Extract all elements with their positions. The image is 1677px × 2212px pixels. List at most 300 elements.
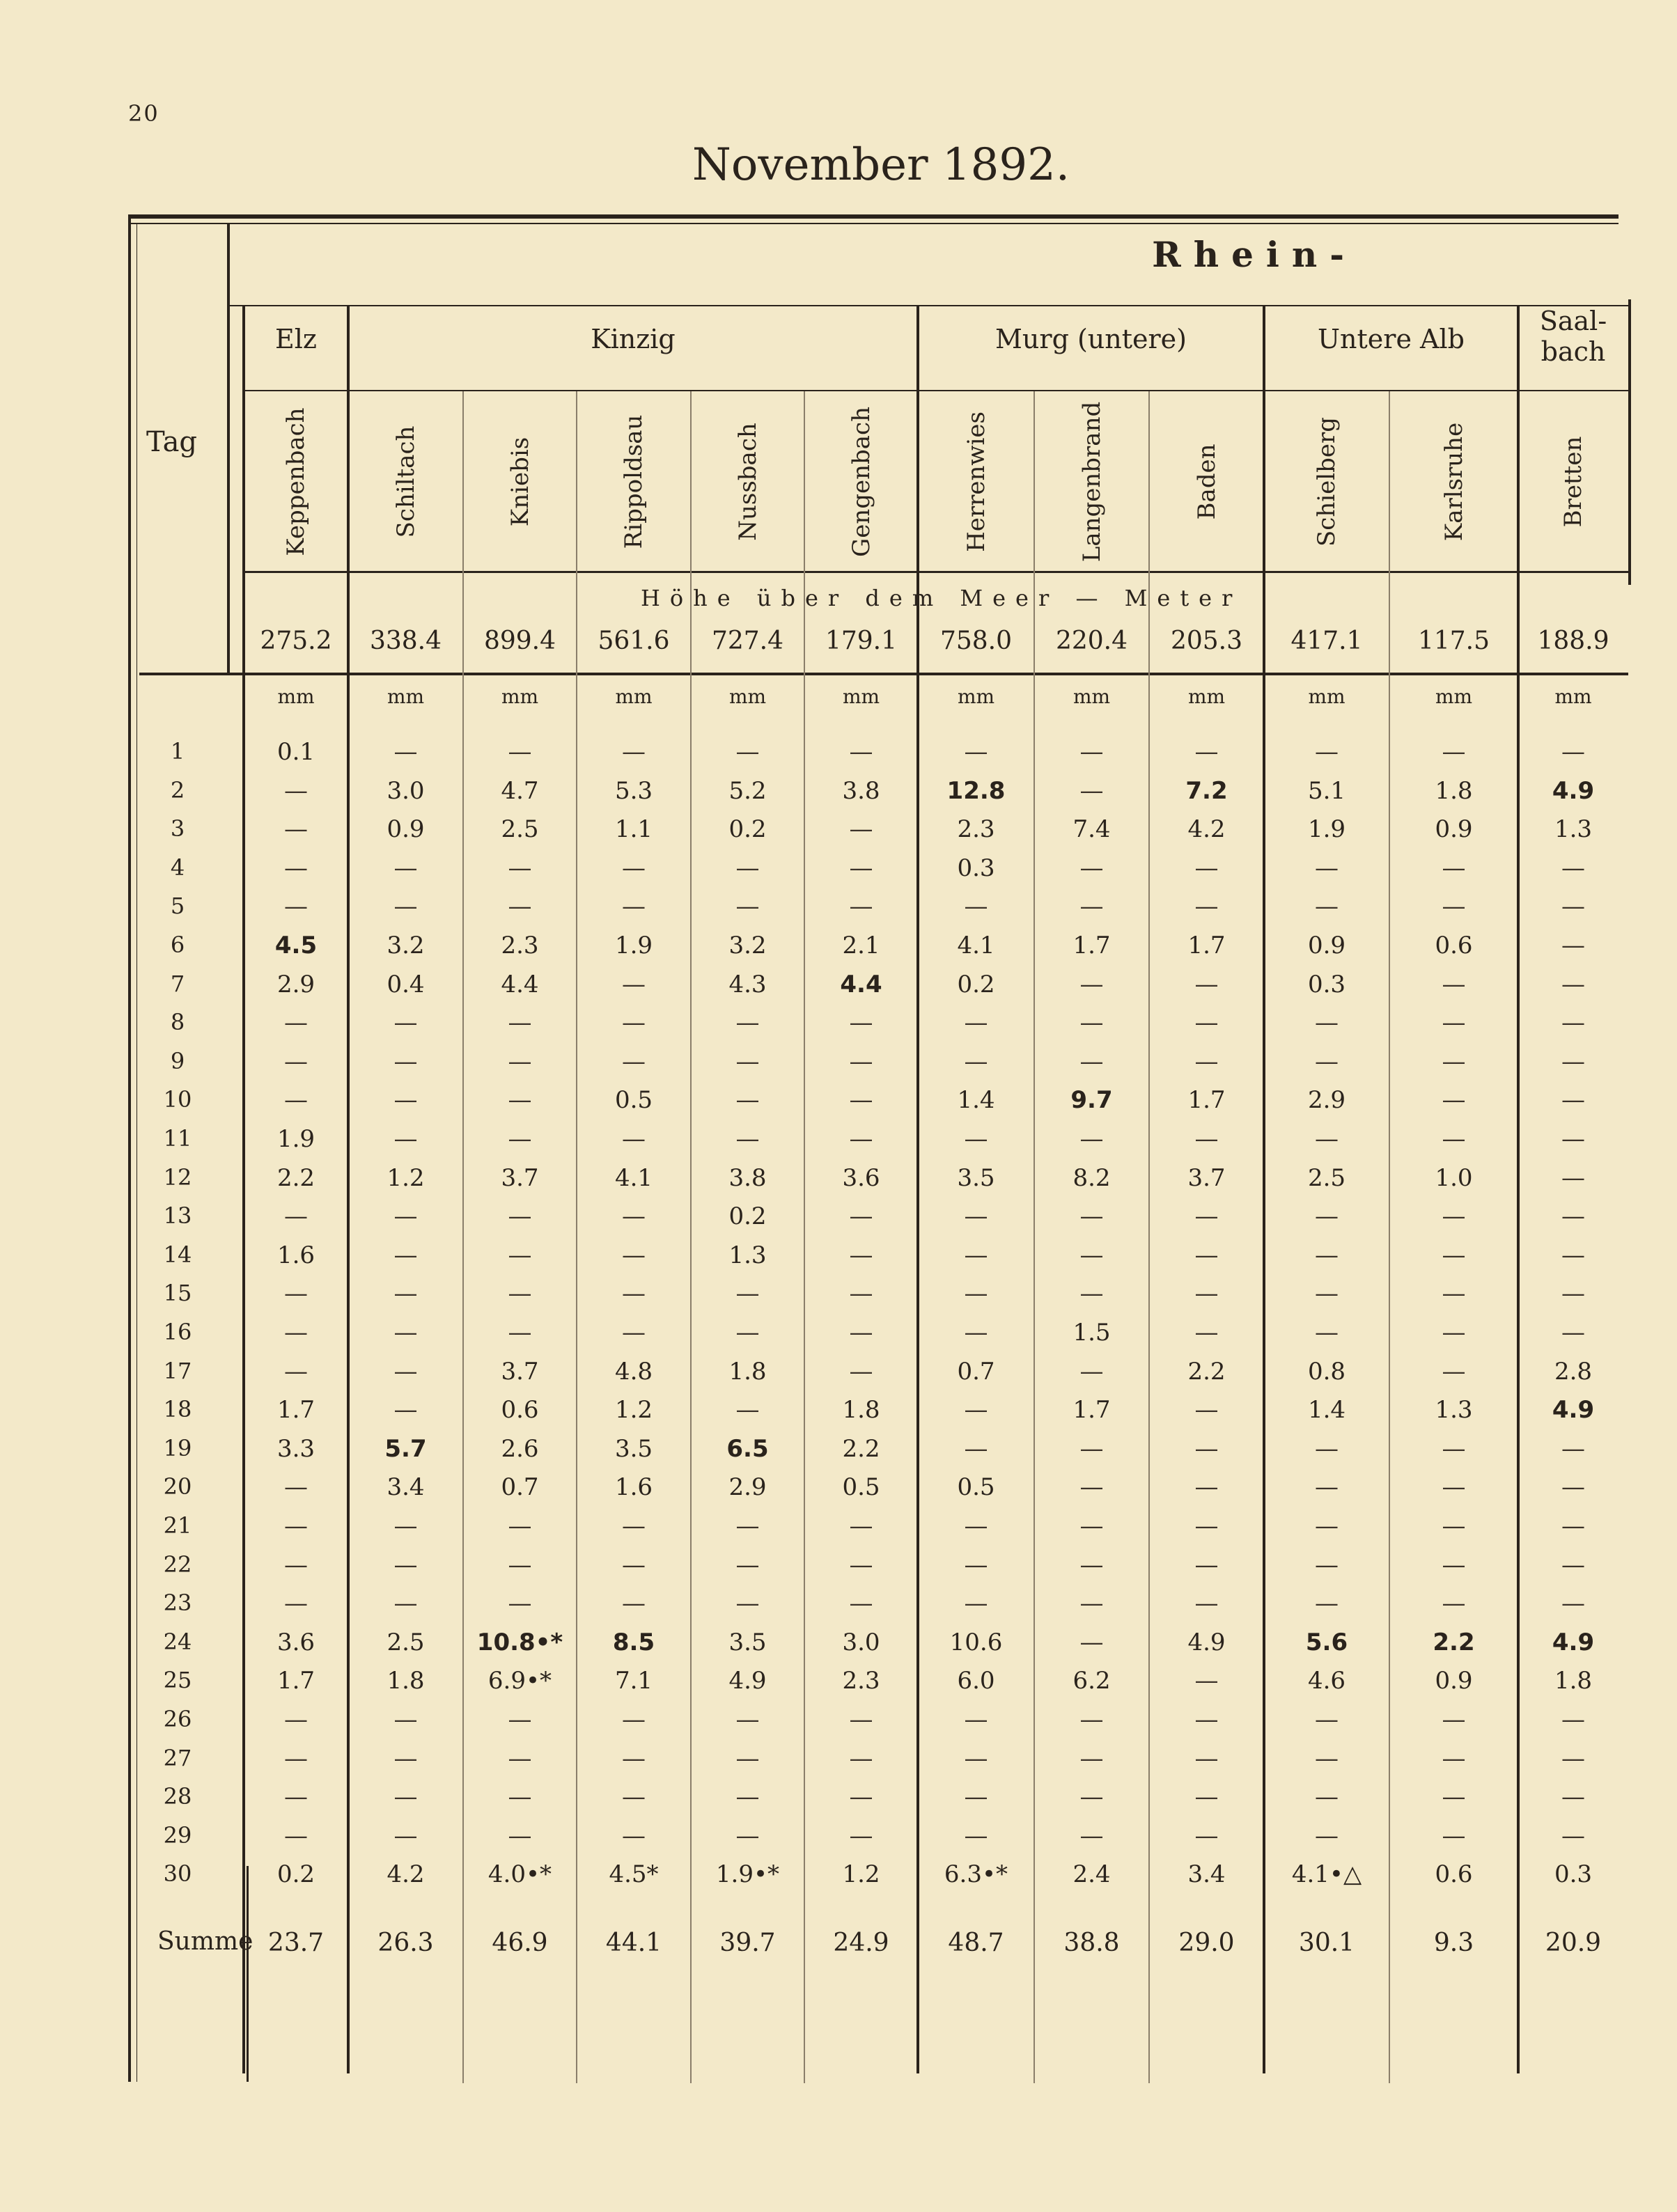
station-label: Rippoldsau	[620, 414, 648, 549]
data-cell: —	[735, 738, 760, 766]
data-cell: 1.5	[1072, 1319, 1111, 1347]
data-cell: —	[1561, 1706, 1585, 1734]
data-cell: —	[1561, 1125, 1585, 1153]
data-cell: 3.7	[501, 1163, 539, 1192]
data-cell: —	[622, 1009, 646, 1037]
river-header-3: Untere Alb	[1318, 324, 1465, 354]
data-cell: —	[1194, 893, 1219, 921]
data-cell: —	[508, 1512, 532, 1540]
day-number: 17	[163, 1357, 192, 1384]
station-bottom-rule	[244, 571, 1628, 573]
data-cell: —	[1442, 1783, 1466, 1812]
data-cell: —	[1079, 893, 1104, 921]
station-elevation: 338.4	[369, 627, 442, 655]
data-cell: —	[1561, 1163, 1585, 1192]
data-cell: —	[1561, 1512, 1585, 1540]
data-cell: —	[735, 1512, 760, 1540]
day-number: 30	[163, 1860, 192, 1888]
data-cell: —	[508, 1551, 532, 1579]
data-cell: —	[284, 1512, 308, 1540]
station-elevation: 758.0	[939, 627, 1013, 655]
river-header-0: Elz	[275, 324, 317, 354]
data-cell: —	[1315, 1241, 1339, 1269]
data-cell: 0.3	[1554, 1860, 1593, 1889]
unit-label: mm	[615, 685, 653, 708]
day-number: 11	[163, 1125, 192, 1152]
data-cell: —	[622, 1125, 646, 1153]
data-cell: —	[849, 1280, 873, 1308]
data-cell: —	[393, 1396, 418, 1425]
monthly-sum: 39.7	[719, 1929, 776, 1957]
data-cell: 1.7	[276, 1667, 315, 1695]
day-number: 14	[163, 1241, 192, 1268]
day-number: 23	[163, 1590, 192, 1617]
river-header-2: Murg (untere)	[995, 324, 1187, 354]
data-cell: 3.5	[728, 1628, 767, 1656]
data-cell: 3.7	[1187, 1163, 1226, 1192]
station-label: Baden	[1192, 444, 1221, 520]
data-cell: 4.9	[1552, 776, 1595, 805]
data-cell: 0.5	[842, 1473, 880, 1502]
data-cell: —	[1194, 854, 1219, 882]
data-cell: —	[508, 1744, 532, 1773]
day-number: 5	[170, 893, 185, 920]
data-cell: —	[1194, 1241, 1219, 1269]
station-name-keppenbach	[275, 391, 317, 572]
data-cell: —	[1561, 1280, 1585, 1308]
data-cell: —	[1194, 1512, 1219, 1540]
data-cell: —	[1561, 1086, 1585, 1115]
data-cell: —	[284, 1821, 308, 1850]
data-cell: 4.2	[1187, 815, 1226, 844]
data-cell: —	[1194, 1434, 1219, 1463]
data-cell: —	[508, 1202, 532, 1231]
data-cell: —	[393, 1202, 418, 1231]
data-cell: 0.2	[276, 1860, 315, 1889]
data-cell: —	[1561, 854, 1585, 882]
data-cell: —	[508, 1280, 532, 1308]
unit-label: mm	[957, 685, 995, 708]
data-cell: —	[1561, 893, 1585, 921]
data-cell: —	[1079, 1241, 1104, 1269]
elevation-caption: Höhe über dem Meer — Meter	[641, 585, 1242, 611]
day-number: 25	[163, 1667, 192, 1694]
data-cell: 2.8	[1554, 1357, 1593, 1386]
data-cell: —	[964, 1047, 988, 1076]
data-cell: —	[1561, 1047, 1585, 1076]
data-cell: —	[849, 1009, 873, 1037]
data-cell: —	[1079, 1009, 1104, 1037]
data-cell: —	[393, 738, 418, 766]
data-cell: —	[1315, 1125, 1339, 1153]
unit-label: mm	[277, 685, 315, 708]
monthly-sum: 48.7	[948, 1929, 1004, 1957]
unit-label: mm	[1554, 685, 1592, 708]
data-cell: 1.7	[276, 1396, 315, 1425]
data-cell: —	[622, 1706, 646, 1734]
station-elevation: 417.1	[1290, 627, 1363, 655]
data-cell: —	[849, 1512, 873, 1540]
day-number: 13	[163, 1202, 192, 1230]
data-cell: —	[964, 1202, 988, 1231]
data-cell: —	[284, 1009, 308, 1037]
data-cell: —	[1079, 1280, 1104, 1308]
data-cell: —	[735, 1086, 760, 1115]
data-cell: 6.2	[1072, 1667, 1111, 1695]
data-cell: 10.6	[949, 1628, 1003, 1656]
unit-label: mm	[842, 685, 880, 708]
unit-label: mm	[728, 685, 767, 708]
data-cell: —	[284, 893, 308, 921]
day-number: 26	[163, 1706, 192, 1732]
data-cell: —	[849, 1821, 873, 1850]
data-cell: —	[1079, 1125, 1104, 1153]
data-cell: —	[1442, 1706, 1466, 1734]
data-cell: —	[735, 1821, 760, 1850]
data-cell: 1.8	[1435, 776, 1473, 805]
data-cell: —	[1315, 1473, 1339, 1502]
data-cell: 1.8	[387, 1667, 425, 1695]
data-cell: 3.6	[842, 1163, 880, 1192]
data-cell: —	[964, 1512, 988, 1540]
unit-label: mm	[1435, 685, 1473, 708]
data-cell: 3.3	[276, 1434, 315, 1463]
river-header-1: Kinzig	[591, 324, 676, 354]
data-cell: —	[1315, 1047, 1339, 1076]
data-cell: 12.8	[946, 776, 1006, 805]
monthly-sum: 26.3	[377, 1929, 434, 1957]
unit-label: mm	[1187, 685, 1226, 708]
data-cell: —	[849, 1047, 873, 1076]
data-cell: —	[849, 893, 873, 921]
data-cell: 0.7	[957, 1357, 995, 1386]
data-cell: —	[735, 1744, 760, 1773]
data-cell: 0.2	[728, 1202, 767, 1231]
data-cell: —	[735, 1009, 760, 1037]
data-cell: —	[964, 1590, 988, 1618]
station-elevation: 899.4	[483, 627, 556, 655]
data-cell: —	[622, 1783, 646, 1812]
data-cell: —	[1442, 1512, 1466, 1540]
data-cell: 1.9•*	[715, 1860, 780, 1889]
data-cell: —	[849, 1202, 873, 1231]
data-cell: —	[508, 1783, 532, 1812]
unit-label: mm	[387, 685, 425, 708]
data-cell: —	[1079, 1512, 1104, 1540]
station-elevation: 117.5	[1417, 627, 1490, 655]
data-cell: —	[735, 1280, 760, 1308]
station-elevation: 188.9	[1537, 627, 1609, 655]
data-cell: —	[1561, 1202, 1585, 1231]
station-name-nussbach	[727, 391, 769, 572]
station-elevation: 220.4	[1055, 627, 1128, 655]
data-cell: —	[1194, 1473, 1219, 1502]
data-cell: —	[1079, 1821, 1104, 1850]
data-cell: —	[508, 1319, 532, 1347]
data-cell: —	[1442, 1009, 1466, 1037]
data-cell: —	[1442, 1357, 1466, 1386]
data-cell: —	[508, 1706, 532, 1734]
data-cell: —	[284, 1047, 308, 1076]
data-cell: 9.7	[1070, 1086, 1113, 1115]
data-cell: 2.3	[842, 1667, 880, 1695]
data-cell: 2.4	[1072, 1860, 1111, 1889]
data-cell: 1.8	[728, 1357, 767, 1386]
data-cell: 1.9	[276, 1125, 315, 1153]
data-cell: —	[1194, 1396, 1219, 1425]
day-number: 15	[163, 1280, 192, 1307]
data-cell: —	[284, 815, 308, 844]
data-cell: —	[393, 1357, 418, 1386]
data-cell: —	[393, 1280, 418, 1308]
data-cell: —	[622, 1821, 646, 1850]
data-cell: 4.0•*	[488, 1860, 552, 1889]
data-cell: —	[393, 1241, 418, 1269]
monthly-sum: 44.1	[605, 1929, 662, 1957]
data-cell: —	[508, 1241, 532, 1269]
data-cell: —	[622, 1241, 646, 1269]
data-cell: 0.3	[1307, 970, 1346, 998]
data-cell: —	[735, 1319, 760, 1347]
data-cell: 2.5	[501, 815, 539, 844]
data-cell: 7.2	[1185, 776, 1228, 805]
data-cell: —	[1442, 1202, 1466, 1231]
data-cell: 0.5	[957, 1473, 995, 1502]
data-cell: 3.5	[957, 1163, 995, 1192]
day-number: 6	[170, 932, 185, 958]
data-cell: 2.9	[728, 1473, 767, 1502]
data-cell: 4.7	[501, 776, 539, 805]
data-cell: 0.5	[614, 1086, 653, 1115]
data-cell: —	[849, 854, 873, 882]
page-number: 20	[128, 100, 159, 127]
table-frame-left	[128, 216, 131, 2082]
data-cell: —	[964, 1821, 988, 1850]
data-cell: 0.9	[1435, 1667, 1473, 1695]
data-cell: —	[735, 1590, 760, 1618]
data-cell: —	[849, 1357, 873, 1386]
data-cell: 3.8	[842, 776, 880, 805]
data-cell: —	[1442, 738, 1466, 766]
day-number: 2	[170, 776, 185, 803]
data-cell: 4.1	[957, 932, 995, 959]
data-cell: —	[1315, 1434, 1339, 1463]
data-cell: 6.3•*	[944, 1860, 1008, 1889]
data-cell: —	[1194, 1667, 1219, 1695]
unit-label: mm	[501, 685, 539, 708]
data-cell: —	[849, 1744, 873, 1773]
data-cell: —	[508, 854, 532, 882]
station-label: Bretten	[1559, 436, 1587, 528]
data-cell: —	[393, 1009, 418, 1037]
data-cell: 2.5	[1307, 1163, 1346, 1192]
data-cell: —	[393, 1512, 418, 1540]
data-cell: 2.2	[842, 1434, 880, 1463]
data-cell: 3.0	[387, 776, 425, 805]
station-name-baden	[1186, 391, 1228, 572]
data-cell: 2.3	[957, 815, 995, 844]
data-cell: 1.6	[276, 1241, 315, 1269]
data-cell: 0.6	[1435, 1860, 1473, 1889]
data-cell: 4.4	[840, 970, 882, 998]
data-cell: —	[1315, 1783, 1339, 1812]
top-rule	[128, 214, 1618, 219]
data-cell: —	[1079, 1590, 1104, 1618]
data-cell: 4.5*	[609, 1860, 659, 1889]
data-cell: —	[964, 1783, 988, 1812]
data-cell: —	[1442, 1821, 1466, 1850]
data-cell: 6.0	[957, 1667, 995, 1695]
data-cell: —	[1442, 1744, 1466, 1773]
day-number: 16	[163, 1319, 192, 1345]
station-name-bretten	[1552, 391, 1594, 572]
data-cell: —	[964, 1280, 988, 1308]
data-cell: —	[284, 1551, 308, 1579]
data-cell: —	[849, 1086, 873, 1115]
table-frame-left-inner	[136, 223, 137, 2082]
data-cell: —	[964, 1551, 988, 1579]
data-cell: —	[1194, 970, 1219, 998]
data-cell: —	[1561, 1241, 1585, 1269]
data-cell: 4.1•△	[1291, 1860, 1362, 1889]
data-cell: —	[1561, 1821, 1585, 1850]
data-cell: 3.4	[387, 1473, 425, 1502]
summe-divider	[247, 1866, 249, 2082]
data-cell: —	[393, 1125, 418, 1153]
data-cell: 0.2	[728, 815, 767, 844]
station-name-karlsruhe	[1433, 391, 1475, 572]
data-cell: 0.7	[501, 1473, 539, 1502]
river-header-4: Saal- bach	[1539, 306, 1607, 367]
monthly-sum: 24.9	[833, 1929, 889, 1957]
data-cell: —	[1315, 893, 1339, 921]
data-cell: —	[508, 1821, 532, 1850]
data-cell: —	[622, 1551, 646, 1579]
data-cell: —	[964, 1706, 988, 1734]
station-label: Gengenbach	[847, 407, 875, 557]
station-name-schiltach	[385, 391, 427, 572]
data-cell: —	[1079, 738, 1104, 766]
station-name-langenbrand	[1071, 391, 1113, 572]
data-cell: 1.1	[614, 815, 653, 844]
data-cell: —	[735, 854, 760, 882]
data-cell: 3.2	[728, 932, 767, 959]
data-cell: —	[622, 1590, 646, 1618]
data-cell: —	[1194, 1744, 1219, 1773]
data-cell: —	[508, 1086, 532, 1115]
data-cell: 4.1	[614, 1163, 653, 1192]
data-cell: —	[1315, 1821, 1339, 1850]
data-cell: 2.9	[276, 970, 315, 998]
data-cell: —	[1079, 1357, 1104, 1386]
data-cell: —	[1561, 1434, 1585, 1463]
day-number: 29	[163, 1821, 192, 1849]
data-cell: —	[393, 1551, 418, 1579]
data-cell: —	[964, 738, 988, 766]
data-cell: —	[735, 893, 760, 921]
data-cell: —	[1079, 1783, 1104, 1812]
data-cell: —	[393, 1783, 418, 1812]
data-cell: —	[1079, 1434, 1104, 1463]
monthly-sum: 20.9	[1545, 1929, 1602, 1957]
data-cell: —	[1194, 1783, 1219, 1812]
data-cell: —	[1315, 1744, 1339, 1773]
data-cell: —	[284, 1202, 308, 1231]
data-cell: —	[1079, 854, 1104, 882]
data-cell: —	[284, 1357, 308, 1386]
data-cell: —	[964, 1319, 988, 1347]
data-cell: —	[849, 1590, 873, 1618]
data-cell: 0.9	[1435, 815, 1473, 844]
data-cell: —	[1079, 1744, 1104, 1773]
data-cell: 3.5	[614, 1434, 653, 1463]
data-cell: —	[1194, 1821, 1219, 1850]
monthly-sum: 38.8	[1063, 1929, 1120, 1957]
data-cell: —	[735, 1706, 760, 1734]
day-number: 18	[163, 1396, 192, 1423]
data-cell: —	[508, 1125, 532, 1153]
station-name-rippoldsau	[613, 391, 655, 572]
tag-column-label: Tag	[146, 426, 198, 458]
data-cell: —	[1194, 1047, 1219, 1076]
unit-label: mm	[1072, 685, 1111, 708]
data-cell: 3.4	[1187, 1860, 1226, 1889]
data-cell: —	[1194, 1125, 1219, 1153]
data-cell: —	[1079, 1473, 1104, 1502]
data-cell: 5.2	[728, 776, 767, 805]
data-cell: 4.3	[728, 970, 767, 998]
data-cell: —	[1561, 1009, 1585, 1037]
station-name-kniebis	[499, 391, 541, 572]
data-cell: 0.6	[501, 1396, 539, 1425]
data-cell: —	[1079, 1202, 1104, 1231]
data-cell: —	[1561, 1783, 1585, 1812]
data-cell: 4.6	[1307, 1667, 1346, 1695]
data-cell: 8.2	[1072, 1163, 1111, 1192]
data-cell: —	[622, 738, 646, 766]
data-cell: —	[508, 738, 532, 766]
day-number: 1	[170, 738, 185, 764]
data-cell: —	[284, 1590, 308, 1618]
data-cell: —	[284, 1706, 308, 1734]
data-cell: 1.0	[1435, 1163, 1473, 1192]
data-cell: —	[1561, 970, 1585, 998]
page-title: November 1892.	[692, 139, 1070, 191]
data-cell: 0.1	[276, 738, 315, 766]
data-cell: —	[1442, 1590, 1466, 1618]
data-cell: —	[1194, 1590, 1219, 1618]
data-cell: —	[622, 893, 646, 921]
col-divider-right	[1628, 299, 1631, 585]
data-cell: 1.7	[1187, 932, 1226, 959]
data-cell: 1.6	[614, 1473, 653, 1502]
station-label: Langenbrand	[1077, 401, 1106, 563]
data-cell: —	[1079, 1706, 1104, 1734]
data-cell: —	[622, 970, 646, 998]
data-cell: 4.2	[387, 1860, 425, 1889]
station-label: Schiltach	[391, 425, 420, 538]
data-cell: 1.9	[1307, 815, 1346, 844]
data-cell: 2.1	[842, 932, 880, 959]
data-cell: 3.7	[501, 1357, 539, 1386]
monthly-sum: 30.1	[1298, 1929, 1355, 1957]
data-cell: —	[849, 1706, 873, 1734]
data-cell: —	[393, 1047, 418, 1076]
data-cell: —	[849, 1551, 873, 1579]
data-cell: 1.2	[614, 1396, 653, 1425]
data-cell: —	[1442, 970, 1466, 998]
data-cell: —	[1194, 1280, 1219, 1308]
